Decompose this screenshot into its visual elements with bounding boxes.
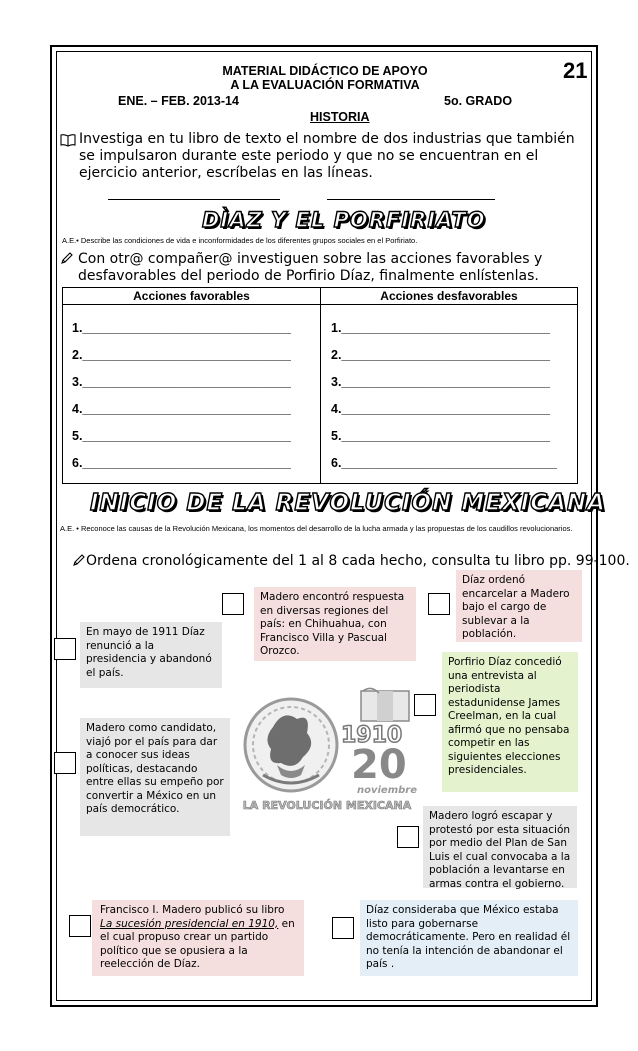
card-madero-candidato: Madero como candidato, viajó por el país para dar a conocer sus ideas políticas, destacando entre ellas su empeño por convertir a México en un país democrático. — [80, 718, 230, 836]
emblem-caption: LA REVOLUCIÓN MEXICANA — [242, 799, 412, 812]
order-box-diaz-democratico[interactable] — [332, 917, 354, 939]
section1-ae: A.E.• Describe las condiciones de vida e inconformidades de los diferentes grupos sociales en el Porfiriato. — [62, 236, 418, 245]
book-icon — [60, 133, 76, 152]
answer-line-2[interactable] — [327, 199, 495, 200]
section2-ae: A.E. • Reconoce las causas de la Revolución Mexicana, los momentos del desarrollo de la lucha armada y las propuestas de los caudillos revolucionarios. — [60, 524, 573, 533]
task2-text: Con otr@ compañer@ investiguen sobre las acciones favorables y desfavorables del periodo de Porfirio Díaz, finalmente enlístenlas. — [78, 251, 543, 284]
desfavorable-line[interactable]: 6._______________________________ — [331, 456, 557, 470]
emblem-year: 1910 — [341, 723, 403, 748]
pencil-icon — [72, 553, 86, 572]
order-box-diaz-encarcelar[interactable] — [428, 593, 450, 615]
pencil-icon — [60, 251, 74, 270]
table-header-desfavorables: Acciones desfavorables — [321, 288, 578, 305]
task3-text: Ordena cronológicamente del 1 al 8 cada hecho, consulta tu libro pp. 99-100. — [86, 553, 630, 569]
order-box-madero-libro[interactable] — [69, 915, 91, 937]
header-line2: A LA EVALUACIÓN FORMATIVA — [230, 78, 420, 92]
card-plan-san-luis: Madero logró escapar y protestó por esta situación por medio del Plan de San Luis el cual convocaba a la población a levantarse en armas contra el gobierno. — [423, 806, 577, 888]
card-madero-respuesta: Madero encontró respuesta en diversas regiones del país: en Chihuahua, con Francisco Villa y Pascual Orozco. — [254, 587, 416, 661]
header-subject: HISTORIA — [310, 110, 370, 124]
desfavorable-line[interactable]: 5.______________________________ — [331, 429, 550, 443]
favorable-line[interactable]: 3.______________________________ — [72, 375, 291, 389]
emblem-month: noviembre — [357, 785, 418, 796]
section1-title: DÌAZ Y EL PORFIRIATO — [202, 208, 486, 232]
desfavorable-line[interactable]: 1.______________________________ — [331, 321, 550, 335]
favorable-line[interactable]: 2.______________________________ — [72, 348, 291, 362]
header-title — [200, 64, 450, 92]
card-creelman: Porfirio Díaz concedió una entrevista al periodista estadunidense James Creelman, en la cual afirmó que no pensaba competir en las siguientes elecciones presidenciales. — [442, 652, 578, 792]
card-diaz-encarcelar: Díaz ordenó encarcelar a Madero bajo el cargo de sublevar a la población. — [456, 570, 582, 642]
actions-table — [62, 287, 578, 484]
task1-text: Investiga en tu libro de texto el nombre de dos industrias que también se impulsaron durante este periodo y que no se encuentran en el ejercicio anterior, escríbelas en las líneas. — [79, 131, 575, 181]
desfavorables-cell — [321, 305, 578, 484]
order-box-madero-respuesta[interactable] — [222, 593, 244, 615]
order-box-mayo-1911[interactable] — [54, 638, 76, 660]
favorable-line[interactable]: 5.______________________________ — [72, 429, 291, 443]
card-mayo-1911: En mayo de 1911 Díaz renunció a la presidencia y abandonó el país. — [80, 622, 222, 688]
header-line1: MATERIAL DIDÁCTICO DE APOYO — [222, 64, 428, 78]
emblem-day: 20 — [351, 742, 407, 788]
answer-line-1[interactable] — [108, 199, 280, 200]
favorables-cell — [63, 305, 321, 484]
card-madero-libro-a: Francisco I. Madero publicó su libro — [100, 904, 285, 916]
table-header-favorables: Acciones favorables — [63, 288, 321, 305]
section2-title: INICIO DE LA REVOLUCIÓN MEXICANA — [90, 490, 606, 516]
card-diaz-democratico: Díaz consideraba que México estaba listo para gobernarse democráticamente. Pero en realidad él no tenía la intención de abandonar el país . — [360, 900, 578, 976]
card-madero-libro — [92, 900, 304, 976]
desfavorable-line[interactable]: 4.______________________________ — [331, 402, 550, 416]
favorable-line[interactable]: 1.______________________________ — [72, 321, 291, 335]
order-box-madero-candidato[interactable] — [54, 752, 76, 774]
revolucion-emblem — [233, 687, 421, 815]
desfavorable-line[interactable]: 3.______________________________ — [331, 375, 550, 389]
desfavorable-line[interactable]: 2.______________________________ — [331, 348, 550, 362]
order-box-plan-san-luis[interactable] — [397, 826, 419, 848]
favorable-line[interactable]: 4.______________________________ — [72, 402, 291, 416]
favorable-line[interactable]: 6.______________________________ — [72, 456, 291, 470]
card-madero-libro-title: La sucesión presidencial en 1910, — [100, 917, 279, 930]
page-number: 21 — [563, 58, 588, 83]
card-madero-libro-b: en el cual propuso crear un partido político que se opusiera a la reelección de Díaz. — [100, 917, 295, 970]
header-grade: 5o. GRADO — [444, 94, 513, 108]
header-period: ENE. – FEB. 2013-14 — [118, 94, 239, 108]
